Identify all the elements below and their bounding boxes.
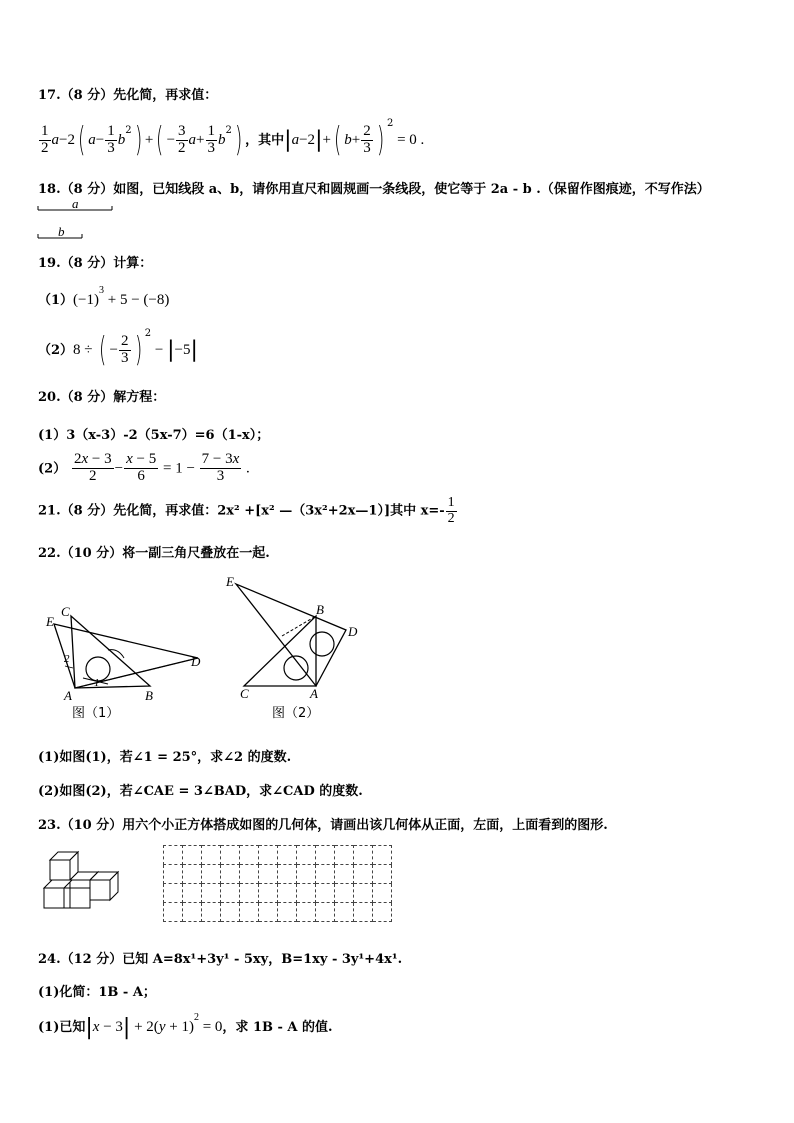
q19-part2-label: （2） — [38, 343, 74, 358]
grid-cell[interactable] — [221, 903, 240, 922]
q24-part2-suffix: ，求 1B - A 的值. — [222, 1020, 333, 1035]
grid-cell[interactable] — [221, 846, 240, 865]
grid-cell[interactable] — [278, 884, 297, 903]
q23-cubes-figure — [42, 848, 122, 912]
grid-cell[interactable] — [164, 865, 183, 884]
grid-cell[interactable] — [278, 903, 297, 922]
grid-cell[interactable] — [183, 846, 202, 865]
q20-part2: (2） $\frac{2x - 3}{2}$ − $\frac{x - 5}{6}$ = 1 − $\frac{7 - 3x}{3}$ . — [38, 451, 250, 484]
fig1-label-1: 1 — [94, 677, 100, 689]
q24-part2: (1)已知$|x - 3| + 2(y + 1)^2 = 0$，求 1B - A 的值. — [38, 1012, 333, 1040]
grid-cell[interactable] — [316, 846, 335, 865]
grid-row — [164, 884, 392, 903]
grid-cell[interactable] — [297, 903, 316, 922]
q23-text: 23.（10 分）用六个小正方体搭成如图的几何体，请画出该几何体从正面，左面，上面看到的图形. — [38, 818, 608, 833]
q24-part1: (1)化简：1B - A； — [38, 985, 156, 1000]
grid-cell[interactable] — [354, 903, 373, 922]
q18-text: 18.（8 分）如图，已知线段 a、b，请你用直尺和圆规画一条线段，使它等于 2a - b .（保留作图痕迹，不写作法） — [38, 182, 710, 197]
grid-cell[interactable] — [259, 884, 278, 903]
grid-cell[interactable] — [335, 884, 354, 903]
figure-1-caption: 图（1） — [72, 706, 120, 721]
grid-cell[interactable] — [164, 846, 183, 865]
q22-heading: 22.（10 分）将一副三角尺叠放在一起. — [38, 546, 270, 561]
fig2-label-D: D — [348, 624, 358, 639]
fig1-label-D: D — [191, 654, 201, 669]
q22-part2: (2)如图(2)，若∠CAE = 3∠BAD，求∠CAD 的度数. — [38, 784, 363, 799]
fig1-label-C: C — [61, 604, 70, 619]
q23-answer-grid[interactable] — [163, 845, 392, 922]
grid-cell[interactable] — [297, 865, 316, 884]
grid-cell[interactable] — [183, 865, 202, 884]
grid-row — [164, 846, 392, 865]
q20-heading: 20.（8 分）解方程： — [38, 390, 166, 405]
grid-cell[interactable] — [259, 865, 278, 884]
grid-cell[interactable] — [316, 903, 335, 922]
grid-cell[interactable] — [164, 903, 183, 922]
q21-text: 21.（8 分）先化简，再求值：2x² +[x² —（3x²+2x—1）]其中 x=- — [38, 503, 445, 519]
grid-cell[interactable] — [316, 865, 335, 884]
grid-cell[interactable] — [354, 865, 373, 884]
grid-cell[interactable] — [259, 846, 278, 865]
fig2-label-C: C — [240, 686, 249, 701]
segment-a-label: a — [72, 196, 79, 211]
grid-cell[interactable] — [297, 884, 316, 903]
grid-cell[interactable] — [335, 903, 354, 922]
grid-cell[interactable] — [316, 884, 335, 903]
fig1-label-E: E — [46, 614, 54, 629]
grid-cell[interactable] — [373, 903, 392, 922]
grid-cell[interactable] — [373, 865, 392, 884]
grid-row — [164, 865, 392, 884]
grid-cell[interactable] — [335, 846, 354, 865]
q21-line: 21.（8 分）先化简，再求值：2x² +[x² —（3x²+2x—1）]其中 x=- $\frac{1}{2}$ — [38, 495, 455, 526]
q24-part2-prefix: (1)已知 — [38, 1020, 86, 1035]
figure-2-triangles — [236, 584, 346, 686]
q19-part2: （2）8 ÷ ( − $\frac{2}{3}$ ) $^2$ − |−5| — [38, 328, 198, 370]
grid-cell[interactable] — [240, 903, 259, 922]
q20-part2-label: (2） — [38, 461, 67, 477]
fig2-label-E: E — [226, 576, 234, 589]
grid-cell[interactable] — [202, 846, 221, 865]
fig2-label-B: B — [316, 602, 324, 617]
q17-condition-text: ，其中 — [245, 133, 285, 148]
q18-segments-figure — [36, 196, 126, 244]
q19-heading: 19.（8 分）计算： — [38, 256, 153, 271]
grid-cell[interactable] — [259, 903, 278, 922]
grid-row — [164, 903, 392, 922]
grid-cell[interactable] — [183, 903, 202, 922]
grid-cell[interactable] — [240, 865, 259, 884]
grid-cell[interactable] — [202, 884, 221, 903]
grid-cell[interactable] — [221, 865, 240, 884]
grid-cell[interactable] — [354, 884, 373, 903]
q19-part1: $(1)(-1)^3 + 5 - (-8)$ — [38, 285, 170, 308]
grid-cell[interactable] — [183, 884, 202, 903]
grid-cell[interactable] — [278, 865, 297, 884]
grid-cell[interactable] — [202, 903, 221, 922]
grid-cell[interactable] — [164, 884, 183, 903]
q22-part1: (1)如图(1)，若∠1 = 25°，求∠2 的度数. — [38, 750, 292, 765]
q24-text: 24.（12 分）已知 A=8x¹+3y¹ - 5xy，B=1xy - 3y¹+4x¹. — [38, 952, 403, 967]
q17-expression: $\frac{1}{2}$ a−2( a− $\frac{1}{3}$ $b^2$) +( − $\frac{3}{2}$ a+ $\frac{1}{3}$ $b^2$) ，其中|a−2|+( b+ $\frac{2}{3}$ ) $^2$ = 0 . — [41, 118, 425, 160]
figure-2-caption: 图（2） — [272, 706, 320, 721]
figure-1-triangles — [54, 616, 198, 688]
grid-cell[interactable] — [354, 846, 373, 865]
grid-cell[interactable] — [297, 846, 316, 865]
fig2-label-A: A — [310, 686, 318, 701]
grid-cell[interactable] — [335, 865, 354, 884]
q20-part1: (1）3（x-3）-2（5x-7）=6（1-x）； — [38, 428, 270, 443]
grid-cell[interactable] — [221, 884, 240, 903]
grid-cell[interactable] — [240, 846, 259, 865]
fig1-label-2: 2 — [64, 653, 70, 665]
grid-cell[interactable] — [278, 846, 297, 865]
grid-cell[interactable] — [240, 884, 259, 903]
grid-cell[interactable] — [373, 884, 392, 903]
segment-b-label: b — [58, 224, 65, 239]
q17-heading: 17.（8 分）先化简，再求值： — [38, 88, 218, 103]
fig1-label-A: A — [64, 688, 72, 703]
grid-cell[interactable] — [202, 865, 221, 884]
q19-part1-label: （1） — [38, 293, 74, 308]
grid-cell[interactable] — [373, 846, 392, 865]
fig1-label-B: B — [145, 688, 153, 703]
